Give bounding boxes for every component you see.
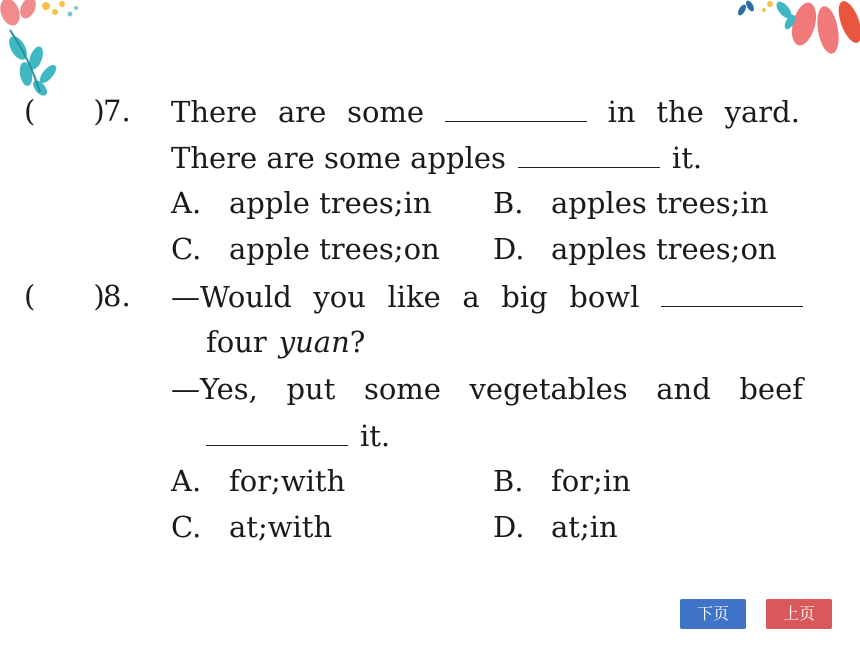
q8-line-3 [0, 369, 860, 409]
q7-blank-2 [518, 137, 660, 168]
q8-option-b[interactable]: B. for;in [493, 464, 631, 498]
q7-option-a[interactable]: A. apple trees;in [171, 186, 432, 220]
next-page-button[interactable]: 下页 [680, 599, 746, 629]
q7-option-d[interactable]: D. apples trees;on [493, 232, 777, 266]
q8-options-row-1 [0, 461, 860, 501]
q7-line-1 [0, 91, 860, 131]
q8-options-row-2 [0, 507, 860, 547]
q7-stem-line-1: There are some in the yard. [171, 91, 800, 132]
q8-blank-1 [661, 276, 803, 307]
floral-decoration-right [730, 0, 860, 70]
q8-line-4 [0, 415, 860, 455]
q8-stem-line-1: —Would you like a big bowl [171, 276, 803, 317]
q7-blank-1 [445, 91, 587, 122]
q7-option-c[interactable]: C. apple trees;on [171, 232, 440, 266]
q7-stem-line-2: There are some apples it. [171, 137, 702, 178]
previous-page-button[interactable]: 上页 [766, 599, 832, 629]
q8-blank-2 [206, 415, 348, 446]
q7-line-2 [0, 137, 860, 177]
q8-line-1 [0, 276, 860, 316]
q7-number: 7. [103, 94, 131, 128]
q8-answer-parens[interactable]: ( ) [24, 279, 105, 313]
q7-option-b[interactable]: B. apples trees;in [493, 186, 769, 220]
q7-options-row-2 [0, 229, 860, 269]
q8-option-d[interactable]: D. at;in [493, 510, 618, 544]
floral-decoration-left [0, 0, 90, 100]
q7-answer-parens[interactable]: ( ) [24, 94, 105, 128]
q8-option-a[interactable]: A. for;with [171, 464, 346, 498]
q8-stem-line-3: —Yes, put some vegetables and beef [171, 372, 803, 406]
q8-option-c[interactable]: C. at;with [171, 510, 333, 544]
q8-line-2 [0, 322, 860, 362]
q8-stem-line-4: it. [206, 415, 390, 456]
q8-number: 8. [103, 279, 131, 313]
q8-stem-line-2: four yuan ? [206, 325, 366, 359]
q7-options-row-1 [0, 183, 860, 223]
